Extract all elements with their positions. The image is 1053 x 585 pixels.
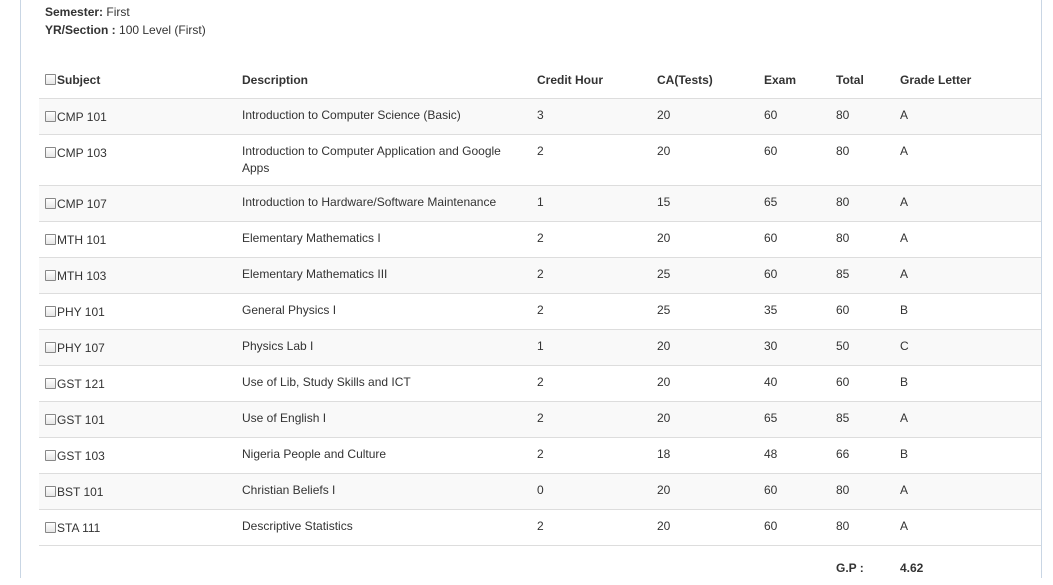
subject-cell <box>39 474 236 510</box>
total-cell: 85 <box>830 258 894 294</box>
grade-letter-cell: B <box>894 366 1041 402</box>
row-checkbox[interactable] <box>45 234 56 245</box>
credit-hour-cell: 2 <box>531 222 651 258</box>
description-cell: Introduction to Hardware/Software Maintenance <box>236 186 531 222</box>
description-cell: General Physics I <box>236 294 531 330</box>
row-checkbox[interactable] <box>45 378 56 389</box>
total-cell: 80 <box>830 186 894 222</box>
description-cell: Introduction to Computer Science (Basic) <box>236 99 531 135</box>
exam-cell: 65 <box>758 402 830 438</box>
total-cell: 85 <box>830 402 894 438</box>
description-header: Description <box>236 62 531 99</box>
ca-tests-cell: 15 <box>651 186 758 222</box>
yr-section-value: 100 Level (First) <box>119 23 206 37</box>
grade-letter-cell: B <box>894 438 1041 474</box>
grade-letter-header: Grade Letter <box>894 62 1041 99</box>
table-header-row <box>39 62 1041 99</box>
exam-cell: 60 <box>758 510 830 546</box>
row-checkbox[interactable] <box>45 111 56 122</box>
total-cell: 80 <box>830 510 894 546</box>
ca-tests-cell: 20 <box>651 402 758 438</box>
subject-cell <box>39 330 236 366</box>
ca-tests-cell: 20 <box>651 222 758 258</box>
ca-tests-cell: 25 <box>651 258 758 294</box>
grade-letter-cell: A <box>894 186 1041 222</box>
table-row <box>39 294 1041 330</box>
exam-cell: 60 <box>758 99 830 135</box>
exam-cell: 30 <box>758 330 830 366</box>
description-cell: Elementary Mathematics I <box>236 222 531 258</box>
description-cell: Introduction to Computer Application and Google Apps <box>236 135 531 186</box>
grade-letter-cell: C <box>894 330 1041 366</box>
exam-cell: 60 <box>758 222 830 258</box>
gp-value: 4.62 <box>894 546 1041 585</box>
credit-hour-cell: 2 <box>531 258 651 294</box>
total-cell: 60 <box>830 366 894 402</box>
subject-header-label: Subject <box>57 73 100 87</box>
credit-hour-cell: 2 <box>531 402 651 438</box>
description-cell: Use of Lib, Study Skills and ICT <box>236 366 531 402</box>
total-cell: 80 <box>830 99 894 135</box>
yr-section-label: YR/Section : <box>45 23 116 37</box>
select-all-checkbox[interactable] <box>45 74 56 85</box>
grade-letter-cell: A <box>894 222 1041 258</box>
total-cell: 80 <box>830 222 894 258</box>
credit-hour-cell: 2 <box>531 135 651 186</box>
grade-letter-cell: A <box>894 402 1041 438</box>
table-row <box>39 258 1041 294</box>
subject-cell <box>39 294 236 330</box>
total-cell: 60 <box>830 294 894 330</box>
subject-code: GST 121 <box>57 377 105 391</box>
total-header: Total <box>830 62 894 99</box>
total-cell: 80 <box>830 135 894 186</box>
table-row <box>39 510 1041 546</box>
table-row <box>39 366 1041 402</box>
row-checkbox[interactable] <box>45 270 56 281</box>
table-row <box>39 438 1041 474</box>
total-cell: 50 <box>830 330 894 366</box>
credit-hour-cell: 2 <box>531 510 651 546</box>
yr-section-line <box>45 21 206 39</box>
student-meta <box>45 3 206 39</box>
exam-cell: 35 <box>758 294 830 330</box>
results-panel <box>20 0 1042 578</box>
credit-hour-header: Credit Hour <box>531 62 651 99</box>
subject-cell <box>39 402 236 438</box>
subject-code: PHY 107 <box>57 341 105 355</box>
ca-tests-header: CA(Tests) <box>651 62 758 99</box>
grades-table-body <box>39 99 1041 546</box>
credit-hour-cell: 0 <box>531 474 651 510</box>
subject-code: BST 101 <box>57 485 103 499</box>
credit-hour-cell: 3 <box>531 99 651 135</box>
grade-letter-cell: A <box>894 99 1041 135</box>
total-cell: 66 <box>830 438 894 474</box>
subject-code: CMP 107 <box>57 197 107 211</box>
row-checkbox[interactable] <box>45 486 56 497</box>
row-checkbox[interactable] <box>45 147 56 158</box>
table-row <box>39 402 1041 438</box>
credit-hour-cell: 1 <box>531 186 651 222</box>
gp-label: G.P : <box>830 546 894 585</box>
semester-line <box>45 3 206 21</box>
description-cell: Descriptive Statistics <box>236 510 531 546</box>
semester-value: First <box>106 5 129 19</box>
subject-code: GST 103 <box>57 449 105 463</box>
subject-cell <box>39 99 236 135</box>
table-row <box>39 222 1041 258</box>
subject-code: STA 111 <box>57 521 100 535</box>
table-row <box>39 99 1041 135</box>
description-cell: Elementary Mathematics III <box>236 258 531 294</box>
gp-row <box>39 546 1041 585</box>
ca-tests-cell: 20 <box>651 135 758 186</box>
table-row <box>39 330 1041 366</box>
subject-code: PHY 101 <box>57 305 105 319</box>
ca-tests-cell: 20 <box>651 510 758 546</box>
description-cell: Nigeria People and Culture <box>236 438 531 474</box>
subject-cell <box>39 510 236 546</box>
exam-header: Exam <box>758 62 830 99</box>
table-row <box>39 186 1041 222</box>
ca-tests-cell: 20 <box>651 99 758 135</box>
grades-table <box>39 62 1041 585</box>
grade-letter-cell: A <box>894 258 1041 294</box>
exam-cell: 60 <box>758 135 830 186</box>
description-cell: Christian Beliefs I <box>236 474 531 510</box>
description-cell: Physics Lab I <box>236 330 531 366</box>
subject-cell <box>39 366 236 402</box>
ca-tests-cell: 25 <box>651 294 758 330</box>
subject-code: MTH 103 <box>57 269 106 283</box>
grade-letter-cell: A <box>894 510 1041 546</box>
row-checkbox[interactable] <box>45 414 56 425</box>
description-cell: Use of English I <box>236 402 531 438</box>
credit-hour-cell: 1 <box>531 330 651 366</box>
subject-code: CMP 103 <box>57 146 107 160</box>
subject-cell <box>39 135 236 186</box>
credit-hour-cell: 2 <box>531 438 651 474</box>
credit-hour-cell: 2 <box>531 366 651 402</box>
total-cell: 80 <box>830 474 894 510</box>
ca-tests-cell: 20 <box>651 330 758 366</box>
row-checkbox[interactable] <box>45 522 56 533</box>
exam-cell: 65 <box>758 186 830 222</box>
subject-code: GST 101 <box>57 413 105 427</box>
table-row <box>39 474 1041 510</box>
grade-letter-cell: A <box>894 135 1041 186</box>
subject-cell <box>39 258 236 294</box>
grade-letter-cell: B <box>894 294 1041 330</box>
semester-label: Semester: <box>45 5 103 19</box>
exam-cell: 60 <box>758 474 830 510</box>
credit-hour-cell: 2 <box>531 294 651 330</box>
table-row <box>39 135 1041 186</box>
ca-tests-cell: 20 <box>651 366 758 402</box>
row-checkbox[interactable] <box>45 306 56 317</box>
exam-cell: 60 <box>758 258 830 294</box>
ca-tests-cell: 20 <box>651 474 758 510</box>
subject-cell <box>39 186 236 222</box>
subject-cell <box>39 438 236 474</box>
exam-cell: 40 <box>758 366 830 402</box>
ca-tests-cell: 18 <box>651 438 758 474</box>
subject-cell <box>39 222 236 258</box>
row-checkbox[interactable] <box>45 198 56 209</box>
grade-letter-cell: A <box>894 474 1041 510</box>
row-checkbox[interactable] <box>45 342 56 353</box>
subject-header <box>39 62 236 99</box>
subject-code: MTH 101 <box>57 233 106 247</box>
subject-code: CMP 101 <box>57 110 107 124</box>
row-checkbox[interactable] <box>45 450 56 461</box>
exam-cell: 48 <box>758 438 830 474</box>
